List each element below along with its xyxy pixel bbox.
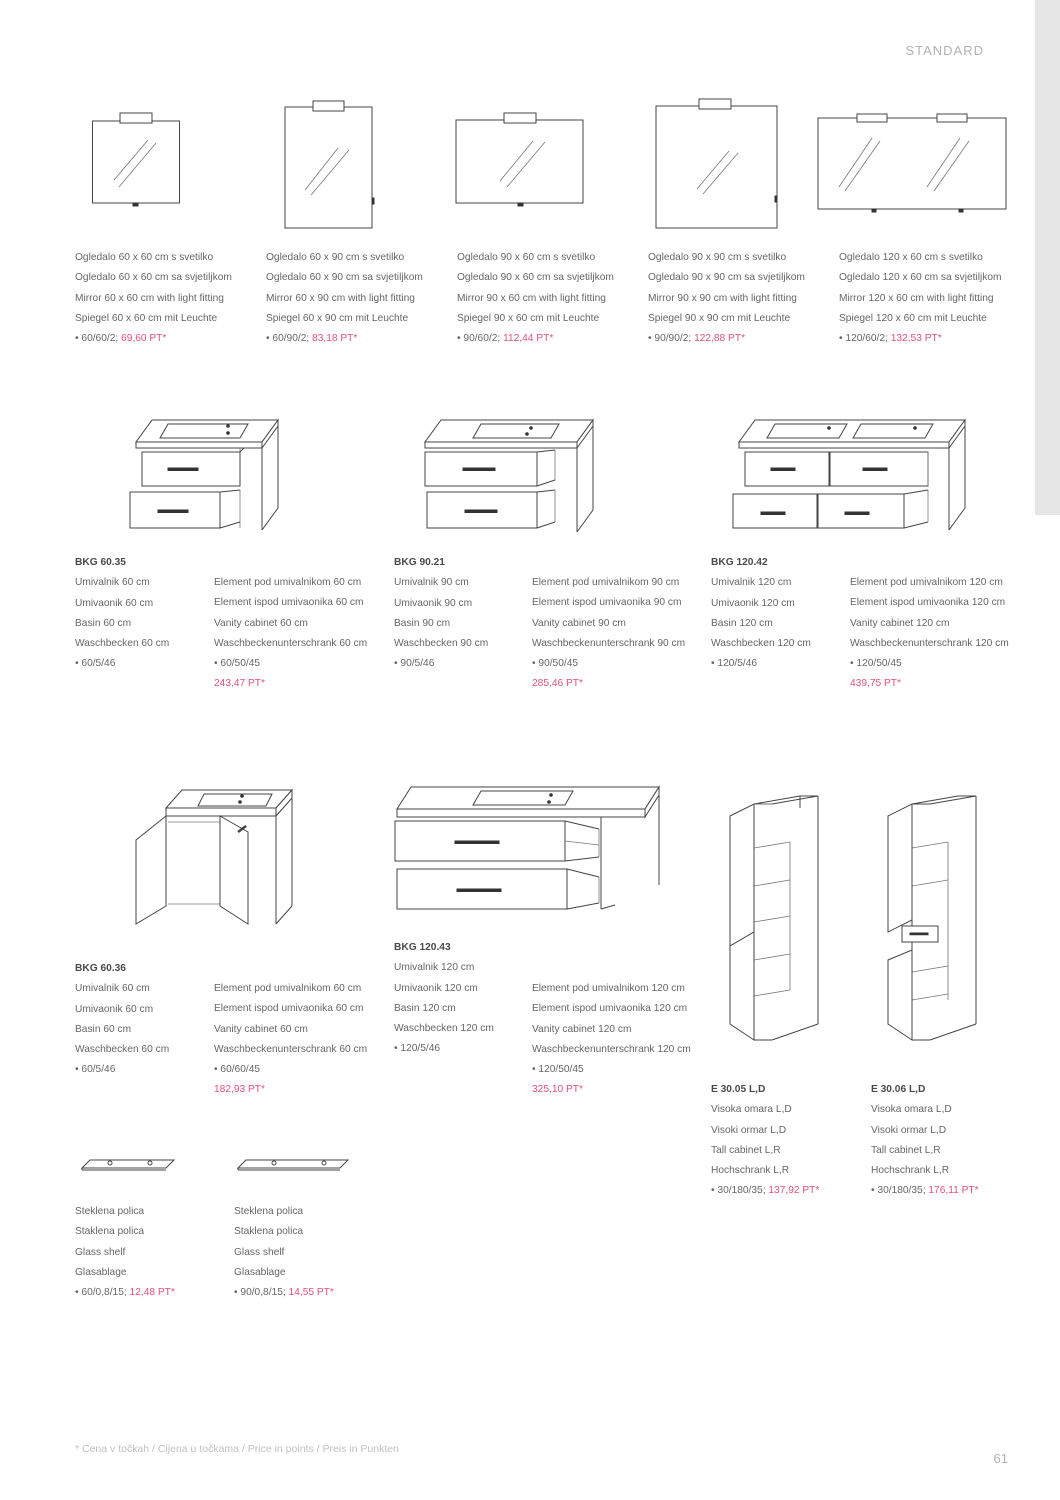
- vanity-3-basin-de: Waschbecken 120 cm: [711, 638, 811, 650]
- mirror-3-block: [457, 248, 614, 349]
- vanity-1-basin-de: Waschbecken 60 cm: [75, 638, 170, 650]
- tall-cabinet-1-title: E 30.05 L,D: [711, 1084, 766, 1095]
- mirror-2-name-hr: Ogledalo 60 x 90 cm sa svjetiljkom: [266, 272, 423, 284]
- mirror-2-price-line: [266, 329, 423, 349]
- vanity-4-basin-hr: Umivaonik 60 cm: [75, 1003, 154, 1015]
- mirror-2-name-de: Spiegel 60 x 90 cm mit Leuchte: [266, 312, 409, 324]
- vanity-bkg-120-43-image: [393, 785, 661, 913]
- glass-shelf-1-name-en: Glass shelf: [75, 1246, 126, 1258]
- vanity-3-cabinet-sl: Element pod umivalnikom 120 cm: [850, 577, 1003, 588]
- vanity-4-basin-en: Basin 60 cm: [75, 1023, 132, 1035]
- tall-cabinet-1-name-de: Hochschrank L,R: [711, 1165, 790, 1177]
- mirror-3-name-hr: Ogledalo 90 x 60 cm sa svjetiljkom: [457, 272, 614, 284]
- tall-cabinet-1-code: • 30/180/35;: [711, 1185, 769, 1197]
- mirror-4-code: • 90/90/2;: [648, 333, 695, 345]
- vanity-5-cabinet-block: [532, 979, 691, 1101]
- mirror-60x90-image: [283, 100, 375, 232]
- glass-shelf-1-code: • 60/0,8/15;: [75, 1287, 130, 1299]
- vanity-5-cabinet-sl: Element pod umivalnikom 120 cm: [532, 983, 685, 994]
- vanity-1-basin-code: • 60/5/46: [75, 658, 116, 670]
- glass-shelf-2-price-line: [234, 1283, 334, 1303]
- mirror-90x60-image: [455, 112, 587, 210]
- tall-cabinet-2-name-de: Hochschrank L,R: [871, 1165, 950, 1177]
- vanity-2-cabinet-code: • 90/50/45: [532, 658, 579, 670]
- mirror-5-name-en: Mirror 120 x 60 cm with light fitting: [839, 292, 994, 304]
- vanity-2-basin-code: • 90/5/46: [394, 658, 435, 670]
- vanity-5-basin-block: [394, 938, 494, 1060]
- tall-cabinet-1-name-en: Tall cabinet L,R: [711, 1144, 781, 1156]
- mirror-5-name-hr: Ogledalo 120 x 60 cm sa svjetiljkom: [839, 272, 1002, 284]
- vanity-3-basin-en: Basin 120 cm: [711, 617, 773, 629]
- mirror-3-name-de: Spiegel 90 x 60 cm mit Leuchte: [457, 312, 600, 324]
- vanity-4-cabinet-sl: Element pod umivalnikom 60 cm: [214, 983, 362, 994]
- vanity-4-cabinet-de: Waschbeckenunterschrank 60 cm: [214, 1043, 368, 1055]
- tall-cabinet-1-name-hr: Visoki ormar L,D: [711, 1124, 787, 1136]
- mirror-1-name-de: Spiegel 60 x 60 cm mit Leuchte: [75, 312, 218, 324]
- vanity-2-cabinet-block: [532, 573, 685, 695]
- vanity-1-cabinet-block: [214, 573, 367, 695]
- vanity-4-title: BKG 60.36: [75, 963, 126, 974]
- mirror-4-price-line: [648, 329, 805, 349]
- tall-cabinet-2-name-sl: Visoka omara L,D: [871, 1104, 952, 1116]
- mirror-5-price: 132,53 PT*: [890, 333, 942, 345]
- vanity-5-cabinet-hr: Element ispod umivaonika 120 cm: [532, 1003, 688, 1015]
- mirror-5-price-line: [839, 329, 1002, 349]
- mirror-5-code: • 120/60/2;: [839, 333, 891, 345]
- vanity-5-basin-hr: Umivaonik 120 cm: [394, 982, 478, 994]
- vanity-1-cabinet-en: Vanity cabinet 60 cm: [214, 617, 308, 629]
- vanity-5-title: BKG 120.43: [394, 942, 451, 953]
- mirror-2-name-sl: Ogledalo 60 x 90 cm s svetilko: [266, 252, 405, 263]
- glass-shelf-2-price: 14,55 PT*: [288, 1287, 334, 1299]
- vanity-2-cabinet-hr: Element ispod umivaonika 90 cm: [532, 597, 682, 609]
- vanity-2-cabinet-sl: Element pod umivalnikom 90 cm: [532, 577, 680, 588]
- mirror-5-name-de: Spiegel 120 x 60 cm mit Leuchte: [839, 312, 987, 324]
- mirror-1-name-hr: Ogledalo 60 x 60 cm sa svjetiljkom: [75, 272, 232, 284]
- mirror-2-name-en: Mirror 60 x 90 cm with light fitting: [266, 292, 415, 304]
- vanity-1-basin-sl: Umivalnik 60 cm: [75, 577, 150, 589]
- glass-shelf-1-name-de: Glasablage: [75, 1266, 127, 1278]
- vanity-3-cabinet-en: Vanity cabinet 120 cm: [850, 617, 950, 629]
- vanity-2-cabinet-en: Vanity cabinet 90 cm: [532, 617, 626, 629]
- mirror-2-price: 83,18 PT*: [312, 333, 358, 345]
- glass-shelf-2-code: • 90/0,8/15;: [234, 1287, 289, 1299]
- tall-cabinet-2-price-line: [871, 1181, 979, 1201]
- vanity-4-cabinet-code: • 60/60/45: [214, 1064, 261, 1076]
- mirror-2-block: [266, 248, 423, 349]
- vanity-bkg-60-36-image: [134, 788, 294, 928]
- vanity-3-cabinet-code: • 120/50/45: [850, 658, 902, 670]
- vanity-1-title: BKG 60.35: [75, 557, 126, 568]
- vanity-3-basin-sl: Umivalnik 120 cm: [711, 577, 792, 589]
- tall-cabinet-e-30-05-image: [728, 794, 822, 1044]
- mirror-4-name-de: Spiegel 90 x 90 cm mit Leuchte: [648, 312, 791, 324]
- vanity-4-basin-block: [75, 959, 169, 1081]
- mirror-4-price: 122,88 PT*: [694, 333, 746, 345]
- vanity-5-cabinet-code: • 120/50/45: [532, 1064, 584, 1076]
- tall-cabinet-2-price: 176,11 PT*: [928, 1185, 979, 1197]
- mirror-4-name-sl: Ogledalo 90 x 90 cm s svetilko: [648, 252, 787, 263]
- vanity-2-cabinet-de: Waschbeckenunterschrank 90 cm: [532, 637, 686, 649]
- mirror-5-block: [839, 248, 1002, 349]
- mirror-60x60-image: [92, 112, 182, 207]
- glass-shelf-2-name-hr: Staklena polica: [234, 1226, 304, 1238]
- vanity-3-price: 439,75 PT*: [850, 678, 901, 690]
- glass-shelf-2-name-en: Glass shelf: [234, 1246, 285, 1258]
- vanity-5-price: 325,10 PT*: [532, 1084, 583, 1096]
- mirror-5-name-sl: Ogledalo 120 x 60 cm s svetilko: [839, 252, 983, 263]
- vanity-bkg-60-35-image: [128, 418, 280, 536]
- tall-cabinet-2-code: • 30/180/35;: [871, 1185, 929, 1197]
- tall-cabinet-2-title: E 30.06 L,D: [871, 1084, 926, 1095]
- glass-shelf-2-name-de: Glasablage: [234, 1266, 286, 1278]
- vanity-2-basin-hr: Umivaonik 90 cm: [394, 597, 473, 609]
- mirror-3-name-en: Mirror 90 x 60 cm with light fitting: [457, 292, 606, 304]
- mirror-2-code: • 60/90/2;: [266, 333, 313, 345]
- vanity-4-basin-de: Waschbecken 60 cm: [75, 1044, 170, 1056]
- vanity-4-price: 182,93 PT*: [214, 1084, 265, 1096]
- mirror-3-name-sl: Ogledalo 90 x 60 cm s svetilko: [457, 252, 596, 263]
- vanity-3-basin-code: • 120/5/46: [711, 658, 758, 670]
- vanity-bkg-90-21-image: [423, 418, 595, 536]
- price-footnote: * Cena v točkah / Cijena u točkama / Price in points / Preis in Punkten: [75, 1443, 399, 1455]
- vanity-3-basin-hr: Umivaonik 120 cm: [711, 597, 795, 609]
- vanity-4-basin-code: • 60/5/46: [75, 1064, 116, 1076]
- mirror-3-price-line: [457, 329, 614, 349]
- mirror-3-code: • 90/60/2;: [457, 333, 504, 345]
- tall-cabinet-1-price-line: [711, 1181, 819, 1201]
- vanity-1-cabinet-de: Waschbeckenunterschrank 60 cm: [214, 637, 368, 649]
- page-number: 61: [993, 1451, 1008, 1466]
- vanity-1-basin-block: [75, 553, 169, 675]
- vanity-2-basin-de: Waschbecken 90 cm: [394, 638, 489, 650]
- vanity-5-basin-code: • 120/5/46: [394, 1043, 441, 1055]
- mirror-1-name-en: Mirror 60 x 60 cm with light fitting: [75, 292, 224, 304]
- mirror-3-price: 112,44 PT*: [503, 333, 554, 345]
- glass-shelf-1-name-sl: Steklena polica: [75, 1206, 145, 1217]
- vanity-4-cabinet-block: [214, 979, 367, 1101]
- mirror-4-block: [648, 248, 805, 349]
- vanity-3-basin-block: [711, 553, 811, 675]
- vanity-bkg-120-42-image: [731, 418, 967, 534]
- glass-shelf-90-image: [238, 1158, 350, 1172]
- glass-shelf-1-price: 12,48 PT*: [129, 1287, 175, 1299]
- vanity-2-price: 285,46 PT*: [532, 678, 583, 690]
- vanity-1-cabinet-hr: Element ispod umivaonika 60 cm: [214, 597, 364, 609]
- mirror-4-name-hr: Ogledalo 90 x 90 cm sa svjetiljkom: [648, 272, 805, 284]
- vanity-1-cabinet-sl: Element pod umivalnikom 60 cm: [214, 577, 362, 588]
- mirror-1-block: [75, 248, 232, 349]
- tall-cabinet-2-name-en: Tall cabinet L,R: [871, 1144, 941, 1156]
- mirror-1-price-line: [75, 329, 232, 349]
- vanity-4-basin-sl: Umivalnik 60 cm: [75, 983, 150, 995]
- vanity-5-cabinet-de: Waschbeckenunterschrank 120 cm: [532, 1043, 691, 1055]
- vanity-5-basin-en: Basin 120 cm: [394, 1002, 456, 1014]
- glass-shelf-1-name-hr: Staklena polica: [75, 1226, 145, 1238]
- vanity-5-basin-de: Waschbecken 120 cm: [394, 1023, 494, 1035]
- glass-shelf-60-image: [82, 1158, 176, 1172]
- vanity-2-basin-en: Basin 90 cm: [394, 617, 451, 629]
- vanity-3-cabinet-block: [850, 573, 1009, 695]
- tall-cabinet-1-price: 137,92 PT*: [768, 1185, 820, 1197]
- vanity-2-basin-block: [394, 553, 488, 675]
- tall-cabinet-1-name-sl: Visoka omara L,D: [711, 1104, 792, 1116]
- tall-cabinet-2-block: [871, 1080, 979, 1202]
- vanity-3-title: BKG 120.42: [711, 557, 768, 568]
- vanity-5-cabinet-en: Vanity cabinet 120 cm: [532, 1023, 632, 1035]
- vanity-4-cabinet-en: Vanity cabinet 60 cm: [214, 1023, 308, 1035]
- section-header: STANDARD: [905, 43, 984, 58]
- mirror-1-price: 69,60 PT*: [121, 333, 167, 345]
- mirror-1-code: • 60/60/2;: [75, 333, 122, 345]
- vanity-1-price: 243,47 PT*: [214, 678, 265, 690]
- glass-shelf-1-price-line: [75, 1283, 175, 1303]
- tall-cabinet-e-30-06-image: [886, 794, 980, 1044]
- vanity-3-cabinet-de: Waschbeckenunterschrank 120 cm: [850, 637, 1009, 649]
- side-tab: [1035, 0, 1060, 515]
- vanity-1-basin-hr: Umivaonik 60 cm: [75, 597, 154, 609]
- mirror-4-name-en: Mirror 90 x 90 cm with light fitting: [648, 292, 797, 304]
- vanity-4-cabinet-hr: Element ispod umivaonika 60 cm: [214, 1003, 364, 1015]
- glass-shelf-1-block: [75, 1202, 175, 1303]
- glass-shelf-2-block: [234, 1202, 334, 1303]
- vanity-5-basin-sl: Umivalnik 120 cm: [394, 962, 475, 974]
- tall-cabinet-1-block: [711, 1080, 819, 1202]
- vanity-1-basin-en: Basin 60 cm: [75, 617, 132, 629]
- vanity-3-cabinet-hr: Element ispod umivaonika 120 cm: [850, 597, 1006, 609]
- glass-shelf-2-name-sl: Steklena polica: [234, 1206, 304, 1217]
- vanity-2-basin-sl: Umivalnik 90 cm: [394, 577, 469, 589]
- mirror-120x60-image: [817, 112, 1009, 214]
- vanity-1-cabinet-code: • 60/50/45: [214, 658, 261, 670]
- mirror-1-name-sl: Ogledalo 60 x 60 cm s svetilko: [75, 252, 214, 263]
- vanity-2-title: BKG 90.21: [394, 557, 445, 568]
- tall-cabinet-2-name-hr: Visoki ormar L,D: [871, 1124, 947, 1136]
- mirror-90x90-image: [655, 98, 781, 232]
